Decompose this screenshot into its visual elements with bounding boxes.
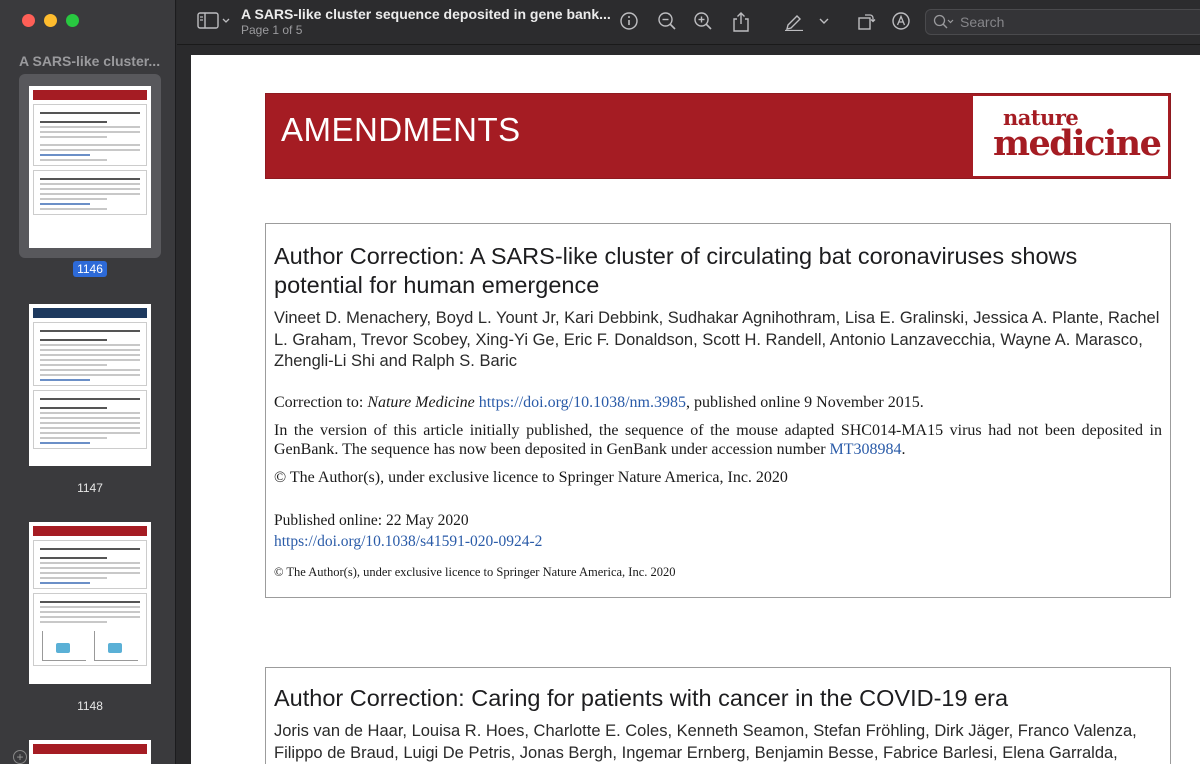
journal-name: Nature Medicine bbox=[367, 393, 475, 411]
pdf-page bbox=[191, 55, 1200, 764]
sidebar-toggle-icon[interactable] bbox=[195, 11, 233, 33]
annotate-icon[interactable] bbox=[890, 11, 912, 33]
nature-medicine-logo: nature medicine bbox=[972, 95, 1169, 177]
page-thumbnail-1147[interactable] bbox=[29, 304, 151, 466]
correction-body: In the version of this article initially published, the sequence of the mouse adapted SHC014-MA15 virus had not been deposited in GenBank. The sequence has now been deposited in GenBank under accession number MT308984. bbox=[274, 421, 1162, 458]
page-number-1148[interactable]: 1148 bbox=[77, 699, 103, 713]
page-indicator: Page 1 of 5 bbox=[241, 23, 303, 37]
page-number-1146[interactable]: 1146 bbox=[20, 262, 160, 276]
zoom-in-icon[interactable] bbox=[692, 11, 714, 33]
amendments-banner bbox=[265, 93, 1171, 179]
article-correction-1 bbox=[265, 223, 1171, 598]
article-title: Author Correction: Caring for patients with cancer in the COVID-19 era bbox=[274, 685, 1009, 711]
rotate-icon[interactable] bbox=[855, 11, 877, 33]
article-authors: Vineet D. Menachery, Boyd L. Yount Jr, Kari Debbink, Sudhakar Agnihothram, Lisa E. Gralinski, Jessica A. Plante, Rachel L. Graham, Trevor Scobey, Xing-Yi Ge, Eric F. Donaldson, Scott H. Randell, Antonio Lanzavecchia, Wayne A. Marasco, Zhengli-Li Shi and Ralph S. Baric bbox=[274, 309, 1160, 370]
page-thumbnail-1148[interactable] bbox=[29, 522, 151, 684]
sidebar-title: A SARS-like cluster... bbox=[19, 53, 161, 69]
search-icon bbox=[933, 14, 955, 33]
info-icon[interactable] bbox=[618, 11, 640, 33]
minimize-window-button[interactable] bbox=[44, 14, 57, 27]
page-thumbnail-next[interactable] bbox=[29, 740, 151, 764]
article-title: Author Correction: A SARS-like cluster of circulating bat coronaviruses shows potential for human emergence bbox=[274, 243, 1078, 298]
published-date: Published online: 22 May 2020 bbox=[274, 511, 469, 529]
search-input[interactable] bbox=[960, 13, 1190, 31]
article-correction-2 bbox=[265, 667, 1171, 764]
page-number-1147[interactable]: 1147 bbox=[77, 481, 103, 495]
zoom-out-icon[interactable] bbox=[656, 11, 678, 33]
add-page-icon[interactable]: + bbox=[13, 750, 27, 764]
copyright-footer: © The Author(s), under exclusive licence to Springer Nature America, Inc. 2020 bbox=[274, 564, 676, 579]
close-window-button[interactable] bbox=[22, 14, 35, 27]
chevron-down-icon[interactable] bbox=[817, 11, 831, 33]
thumbnail-sidebar bbox=[0, 0, 176, 764]
document-viewport[interactable] bbox=[177, 45, 1200, 764]
accession-link[interactable]: MT308984 bbox=[829, 440, 902, 458]
search-field[interactable] bbox=[925, 9, 1200, 35]
page-thumbnail-1146[interactable] bbox=[29, 86, 151, 248]
correction-doi-link[interactable]: https://doi.org/10.1038/nm.3985 bbox=[478, 393, 686, 411]
zoom-window-button[interactable] bbox=[66, 14, 79, 27]
window-controls bbox=[22, 14, 79, 27]
article-authors: Joris van de Haar, Louisa R. Hoes, Charlotte E. Coles, Kenneth Seamon, Stefan Fröhling, Dirk Jäger, Franco Valenza, Filippo de Braud, Luigi De Petris, Jonas Bergh, Ingemar Ernberg, Benjamin Besse, Fabrice Barlesi, Elena Garralda, bbox=[274, 722, 1137, 762]
markup-pen-icon[interactable] bbox=[783, 11, 805, 33]
share-icon[interactable] bbox=[730, 11, 752, 33]
toolbar bbox=[177, 0, 1200, 45]
correction-line: Correction to: Nature Medicine https://doi.org/10.1038/nm.3985, published online 9 November 2015. bbox=[274, 393, 924, 411]
copyright-notice: © The Author(s), under exclusive licence to Springer Nature America, Inc. 2020 bbox=[274, 468, 788, 486]
banner-title: AMENDMENTS bbox=[281, 111, 521, 148]
document-title: A SARS-like cluster sequence deposited in gene bank... bbox=[241, 6, 611, 22]
article-doi-link[interactable]: https://doi.org/10.1038/s41591-020-0924-2 bbox=[274, 532, 543, 550]
